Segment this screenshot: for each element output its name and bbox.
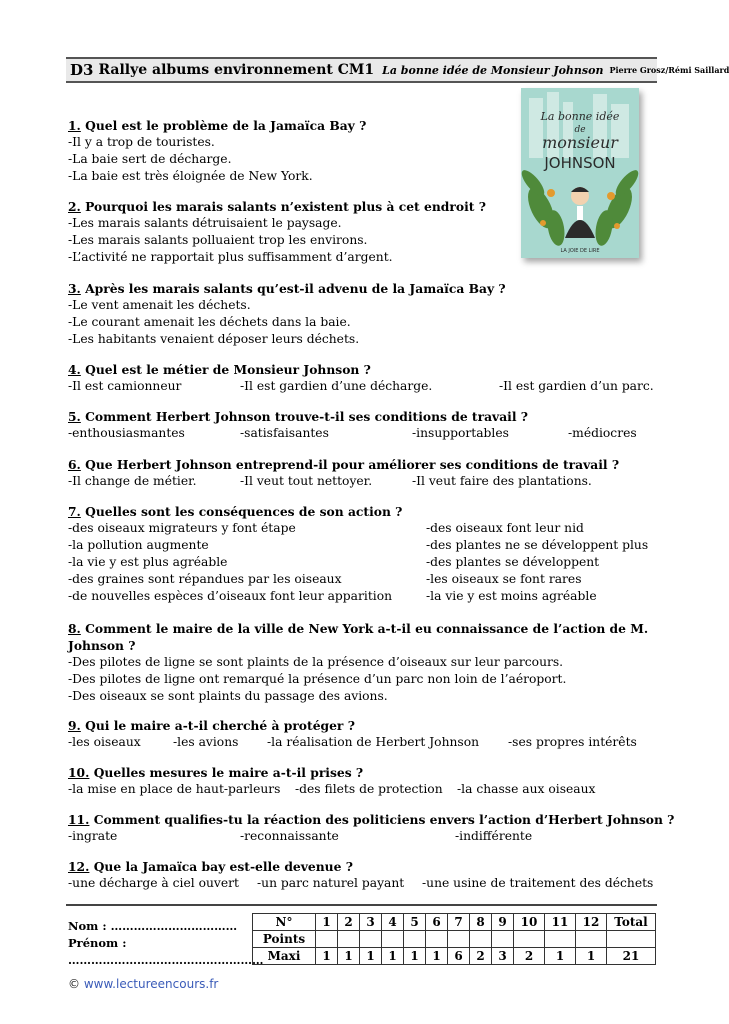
question-number: 12. [68,859,90,874]
question-number: 10. [68,765,90,780]
question-number: 2. [68,199,81,214]
answer-option[interactable]: -des plantes se développent [426,555,600,569]
question-text: Quelles sont les conséquences de son action ? [85,504,403,519]
question-text-continued: Johnson ? [68,638,136,653]
answer-option[interactable]: -Les marais salants polluaient trop les environs. [68,233,368,247]
score-points-total[interactable] [607,931,656,948]
answer-option[interactable]: -la chasse aux oiseaux [457,782,596,796]
score-maxi-cell: 1 [360,948,382,965]
answer-option[interactable]: -Il veut faire des plantations. [412,474,592,488]
answer-option[interactable]: -une usine de traitement des déchets [422,876,654,890]
question-number: 1. [68,118,81,133]
question-title [68,503,658,520]
divider [66,904,657,906]
answer-option[interactable]: -des graines sont répandues par les oiseaux [68,572,342,586]
answer-option[interactable]: -une décharge à ciel ouvert [68,876,239,890]
question-text: Comment le maire de la ville de New York a-t-il eu connaissance de l’action de M. [85,621,649,636]
question-text: Que Herbert Johnson entreprend-il pour améliorer ses conditions de travail ? [85,457,620,472]
score-points-row [253,931,656,948]
cover-title-line3: monsieur [542,133,618,152]
header-code: D3 [70,61,94,79]
question-4 [68,361,658,395]
answer-option[interactable]: -enthousiasmantes [68,426,185,440]
answer-option[interactable]: -ses propres intérêts [508,735,637,749]
firstname-dots: …………………………………………… [68,953,264,967]
firstname-field[interactable]: Prénom : [68,936,127,950]
answer-option[interactable]: -Des pilotes de ligne ont remarqué la présence d’un parc non loin de l’aéroport. [68,672,567,686]
answer-option[interactable]: -indifférente [455,829,533,843]
question-title [68,764,658,781]
score-maxi-cell: 2 [470,948,492,965]
answer-option[interactable]: -Le courant amenait les déchets dans la baie. [68,315,351,329]
score-points-cell[interactable] [404,931,426,948]
answer-option[interactable]: -La baie sert de décharge. [68,152,232,166]
answer-option[interactable]: -Il change de métier. [68,474,197,488]
name-field[interactable]: Nom : …………………………… [68,919,238,933]
question-number: 11. [68,812,90,827]
score-header-label: N° [253,914,316,931]
score-header-total: Total [607,914,656,931]
score-maxi-cell: 1 [545,948,576,965]
score-maxi-total: 21 [607,948,656,965]
score-header-cell: 9 [492,914,514,931]
answer-option[interactable]: -des oiseaux migrateurs y font étape [68,521,296,535]
header-title: Rallye albums environnement CM1 [98,62,375,78]
answer-option[interactable]: -La baie est très éloignée de New York. [68,169,313,183]
question-text: Pourquoi les marais salants n’existent plus à cet endroit ? [85,199,486,214]
score-points-cell[interactable] [470,931,492,948]
score-points-cell[interactable] [492,931,514,948]
score-maxi-cell: 1 [576,948,607,965]
answer-option[interactable]: -la réalisation de Herbert Johnson [267,735,480,749]
score-header-cell: 1 [316,914,338,931]
answer-option[interactable]: -des filets de protection [295,782,443,796]
question-5 [68,408,658,442]
score-maxi-cell: 1 [426,948,448,965]
copyright-symbol: © [68,977,80,991]
answer-option[interactable]: -insupportables [412,426,509,440]
question-title [68,620,648,637]
answer-option[interactable]: -un parc naturel payant [257,876,405,890]
question-number: 3. [68,281,81,296]
book-cover-image [521,88,639,258]
question-text: Quelles mesures le maire a-t-il prises ? [93,765,364,780]
question-title [68,456,658,473]
question-title [68,858,658,875]
website-link[interactable]: www.lectureencours.fr [83,977,219,991]
header-authors: Pierre Grosz/Rémi Saillard [609,65,729,75]
score-maxi-cell: 1 [382,948,404,965]
answer-option[interactable]: -les oiseaux [68,735,141,749]
score-points-label: Points [253,931,316,948]
score-points-cell[interactable] [576,931,607,948]
question-number: 8. [68,621,81,636]
answer-option[interactable]: -L’activité ne rapportait plus suffisamment d’argent. [68,250,393,264]
answer-option[interactable]: -Le vent amenait les déchets. [68,298,251,312]
question-title [68,408,658,425]
question-text: Quel est le problème de la Jamaïca Bay ? [85,118,367,133]
answer-option[interactable]: -les oiseaux se font rares [426,572,582,586]
question-12 [68,858,658,892]
answer-option[interactable]: -la vie y est moins agréable [426,589,597,603]
question-title [68,280,506,297]
score-points-cell[interactable] [382,931,404,948]
answer-option[interactable]: -Les habitants venaient déposer leurs déchets. [68,332,360,346]
answer-option[interactable]: -Les marais salants détruisaient le paysage. [68,216,342,230]
answer-option[interactable]: -Il est gardien d’un parc. [499,379,654,393]
score-header-cell: 3 [360,914,382,931]
question-text: Après les marais salants qu’est-il advenu de la Jamaïca Bay ? [85,281,506,296]
question-1 [68,117,366,185]
cover-title-line4: JOHNSON [544,154,616,172]
score-maxi-label: Maxi [253,948,316,965]
question-number: 7. [68,504,81,519]
answer-option[interactable]: -ingrate [68,829,118,843]
answer-option[interactable]: -la vie y est plus agréable [68,555,228,569]
score-header-cell: 7 [448,914,470,931]
question-number: 9. [68,718,81,733]
question-text: Quel est le métier de Monsieur Johnson ? [85,362,371,377]
answer-option[interactable]: -médiocres [568,426,637,440]
answer-option[interactable]: -des plantes ne se développent plus [426,538,649,552]
question-text: Comment Herbert Johnson trouve-t-il ses conditions de travail ? [85,409,528,424]
score-maxi-row [253,948,656,965]
score-points-cell[interactable] [426,931,448,948]
score-points-cell[interactable] [338,931,360,948]
question-number: 4. [68,362,81,377]
score-header-cell: 12 [576,914,607,931]
answer-option[interactable]: -reconnaissante [240,829,339,843]
question-title [68,361,658,378]
score-maxi-cell: 6 [448,948,470,965]
question-text: Que la Jamaïca bay est-elle devenue ? [93,859,353,874]
question-2 [68,198,486,266]
student-identification [68,918,264,969]
question-text: Qui le maire a-t-il cherché à protéger ? [85,718,355,733]
worksheet-header [66,57,729,83]
question-7 [68,503,658,605]
score-points-cell[interactable] [545,931,576,948]
answer-option[interactable]: -des oiseaux font leur nid [426,521,584,535]
question-number: 6. [68,457,81,472]
answer-option[interactable]: -Il est gardien d’une décharge. [240,379,433,393]
score-maxi-cell: 1 [404,948,426,965]
score-maxi-cell: 1 [316,948,338,965]
question-title [68,811,675,828]
question-3 [68,280,506,348]
question-11 [68,811,675,845]
score-header-cell: 6 [426,914,448,931]
answer-option[interactable]: -les avions [173,735,239,749]
score-header-row [253,914,656,931]
score-maxi-cell: 1 [338,948,360,965]
cover-title-line2: de [574,125,586,135]
score-table [252,913,656,965]
question-text: Comment qualifies-tu la réaction des politiciens envers l’action d’Herbert Johnson ? [93,812,675,827]
question-8 [68,620,648,705]
question-title [68,198,486,215]
answer-option[interactable]: -la mise en place de haut-parleurs [68,782,281,796]
score-header-cell: 8 [470,914,492,931]
score-header-cell: 10 [514,914,545,931]
question-9 [68,717,658,751]
answer-option[interactable]: -Il y a trop de touristes. [68,135,215,149]
answer-option[interactable]: -Il veut tout nettoyer. [240,474,373,488]
score-header-cell: 2 [338,914,360,931]
header-book-title: La bonne idée de Monsieur Johnson [382,63,604,77]
question-number: 5. [68,409,81,424]
cover-publisher: LA JOIE DE LIRE [560,248,600,254]
score-points-cell[interactable] [316,931,338,948]
score-header-cell: 5 [404,914,426,931]
question-title [68,117,366,134]
score-maxi-cell: 3 [492,948,514,965]
score-points-cell[interactable] [360,931,382,948]
answer-option[interactable]: -de nouvelles espèces d’oiseaux font leur apparition [68,589,393,603]
score-maxi-cell: 2 [514,948,545,965]
answer-option[interactable]: -Des pilotes de ligne se sont plaints de la présence d’oiseaux sur leur parcours. [68,655,564,669]
footer [68,977,218,991]
answer-option[interactable]: -Il est camionneur [68,379,182,393]
score-points-cell[interactable] [514,931,545,948]
answer-option[interactable]: -satisfaisantes [240,426,329,440]
score-header-cell: 4 [382,914,404,931]
cover-title-line1: La bonne idée [540,110,620,123]
answer-option[interactable]: -la pollution augmente [68,538,209,552]
question-10 [68,764,658,798]
score-points-cell[interactable] [448,931,470,948]
answer-option[interactable]: -Des oiseaux se sont plaints du passage des avions. [68,689,388,703]
score-header-cell: 11 [545,914,576,931]
question-title [68,717,658,734]
question-6 [68,456,658,490]
